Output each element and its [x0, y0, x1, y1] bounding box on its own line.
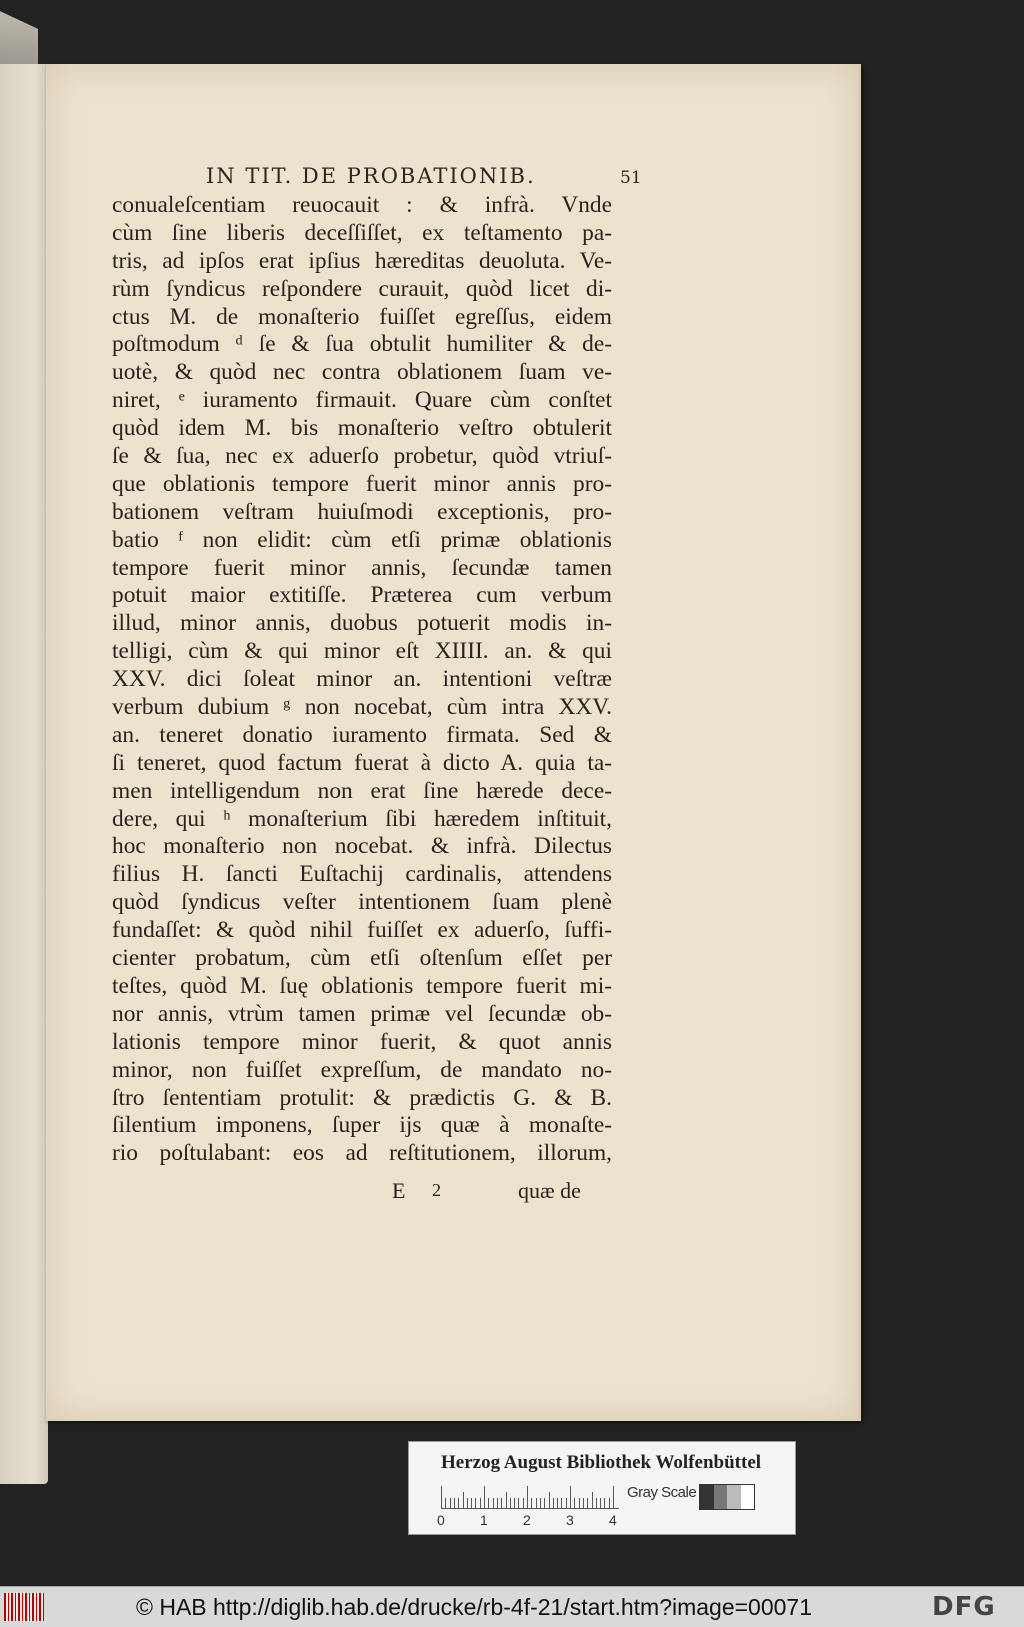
ruler-tick	[488, 1498, 489, 1508]
text-line: ſi teneret, quod factum fuerat à dicto A. quia ta-	[112, 749, 612, 776]
ruler-tick	[553, 1498, 554, 1508]
ruler-tick	[583, 1498, 584, 1508]
ruler-tick	[540, 1498, 541, 1508]
ruler-tick	[531, 1498, 532, 1508]
text-line: an. teneret donatio iuramento firmata. Sed &	[112, 721, 612, 748]
ruler-tick	[454, 1498, 455, 1508]
text-line: batio ᶠ non elidit: cùm etſi primæ oblationis	[112, 526, 612, 553]
ruler-tick	[506, 1492, 507, 1508]
ruler-tick	[579, 1498, 580, 1508]
ruler-tick	[536, 1498, 537, 1508]
text-line: que oblationis tempore fuerit minor annis pro-	[112, 470, 612, 497]
ruler-tick	[587, 1498, 588, 1508]
text-line: conualeſcentiam reuocauit : & infrà. Vnde	[112, 192, 612, 218]
scale-ruler	[441, 1484, 619, 1509]
text-line: niret, ᵉ iuramento firmauit. Quare cùm conſtet	[112, 387, 612, 414]
ruler-tick	[510, 1498, 511, 1508]
ruler-tick	[561, 1498, 562, 1508]
text-line: lationis tempore minor fuerit, & quot annis	[112, 1028, 612, 1055]
gray-scale-swatch	[699, 1484, 755, 1510]
ruler-tick	[570, 1486, 571, 1508]
text-line: quòd ſyndicus veſter intentionem ſuam plenè	[112, 889, 612, 916]
text-line: tris, ad ipſos erat ipſius hæreditas deuoluta. Ve-	[112, 247, 612, 274]
ruler-number: 3	[566, 1512, 574, 1528]
running-head: IN TIT. DE PROBATIONIB.	[206, 164, 536, 188]
ruler-number: 1	[480, 1512, 488, 1528]
text-line: hoc monaſterio non nocebat. & infrà. Dilectus	[112, 833, 612, 860]
ruler-tick	[441, 1486, 442, 1508]
ruler-tick	[557, 1498, 558, 1508]
text-line: verbum dubium ᵍ non nocebat, cùm intra XXV.	[112, 694, 612, 721]
text-line: ſe & ſua, nec ex aduerſo probetur, quòd vtriuſ-	[112, 443, 612, 470]
text-line: XXV. dici ſoleat minor an. intentioni veſtræ	[112, 666, 612, 693]
ruler-tick	[574, 1498, 575, 1508]
text-line: nor annis, vtrùm tamen primæ vel ſecundæ ob-	[112, 1000, 612, 1027]
ruler-tick	[467, 1498, 468, 1508]
text-line: filius H. ſancti Euſtachij cardinalis, attendens	[112, 861, 612, 888]
ruler-tick	[596, 1498, 597, 1508]
text-line: uotè, & quòd nec contra oblationem ſuam ve-	[112, 359, 612, 386]
text-line: quòd idem M. bis monaſterio veſtro obtulerit	[112, 415, 612, 442]
text-line: cienter probatum, cùm etſi oſtenſum eſſet per	[112, 945, 612, 972]
text-line: poſtmodum ᵈ ſe & ſua obtulit humiliter & de-	[112, 331, 612, 358]
ruler-tick	[566, 1498, 567, 1508]
text-line: rio poſtulabant: eos ad reſtitutionem, illorum,	[112, 1140, 612, 1167]
ruler-tick	[471, 1498, 472, 1508]
ruler-tick	[544, 1498, 545, 1508]
ruler-tick	[613, 1486, 614, 1508]
ruler-tick	[480, 1498, 481, 1508]
text-line: dere, qui ʰ monaſterium ſibi hæredem inſtituit,	[112, 805, 612, 832]
text-line: cùm ſine liberis deceſſiſſet, ex teſtamento pa-	[112, 219, 612, 246]
ruler-tick	[501, 1498, 502, 1508]
text-line: telligi, cùm & qui minor eſt XIIII. an. & qui	[112, 638, 612, 665]
text-line: ſilentium imponens, ſuper ijs quæ à monaſte-	[112, 1112, 612, 1139]
gray-scale-label: Gray Scale	[627, 1484, 697, 1501]
text-line: ctus M. de monaſterio fuiſſet egreſſus, eidem	[112, 303, 612, 330]
text-line: fundaſſet: & quòd nihil fuiſſet ex aduerſo, ſuffi-	[112, 917, 612, 944]
text-line: minor, non fuiſſet expreſſum, de mandato no-	[112, 1056, 612, 1083]
ruler-tick	[523, 1498, 524, 1508]
signature-mark: E	[392, 1178, 406, 1203]
previous-page-edge	[0, 64, 48, 1484]
ruler-tick	[493, 1498, 494, 1508]
ruler-tick	[600, 1498, 601, 1508]
text-line: potuit maior extitiſſe. Præterea cum verbum	[112, 582, 612, 609]
book-page	[46, 64, 861, 1421]
copyright-url[interactable]: © HAB http://diglib.hab.de/drucke/rb-4f-21/start.htm?image=00071	[136, 1594, 813, 1620]
text-line: ſtro ſententiam protulit: & prædictis G. & B.	[112, 1084, 612, 1111]
ruler-number: 2	[523, 1512, 531, 1528]
ruler-tick	[592, 1492, 593, 1508]
library-label-card	[408, 1441, 796, 1535]
ruler-tick	[604, 1498, 605, 1508]
ruler-number: 4	[609, 1512, 617, 1528]
dfg-logo: DFG	[932, 1592, 996, 1622]
text-line: tempore fuerit minor annis, ſecundæ tamen	[112, 554, 612, 581]
signature-number: 2	[432, 1180, 441, 1200]
text-line: rùm ſyndicus reſpondere curauit, quòd licet di-	[112, 275, 612, 302]
ruler-tick	[475, 1498, 476, 1508]
page-number: 51	[620, 168, 642, 188]
catchword: quæ de	[518, 1178, 581, 1203]
text-line: bationem veſtram huiuſmodi exceptionis, pro-	[112, 498, 612, 525]
ruler-tick	[527, 1486, 528, 1508]
ruler-tick	[458, 1498, 459, 1508]
footer-bar	[0, 1586, 1024, 1627]
ruler-tick	[463, 1492, 464, 1508]
ruler-tick	[484, 1486, 485, 1508]
barcode-icon	[4, 1593, 44, 1621]
ruler-tick	[518, 1498, 519, 1508]
ruler-number: 0	[437, 1512, 445, 1528]
ruler-tick	[497, 1498, 498, 1508]
ruler-tick	[549, 1492, 550, 1508]
text-line: men intelligendum non erat ſine hærede dece-	[112, 777, 612, 804]
library-name: Herzog August Bibliothek Wolfenbüttel	[441, 1452, 762, 1473]
text-line: teſtes, quòd M. ſuę oblationis tempore fuerit mi-	[112, 972, 612, 999]
text-line: illud, minor annis, duobus potuerit modis in-	[112, 610, 612, 637]
ruler-tick	[450, 1498, 451, 1508]
ruler-tick	[514, 1498, 515, 1508]
body-text	[112, 192, 612, 1168]
ruler-tick	[445, 1498, 446, 1508]
ruler-tick	[609, 1498, 610, 1508]
